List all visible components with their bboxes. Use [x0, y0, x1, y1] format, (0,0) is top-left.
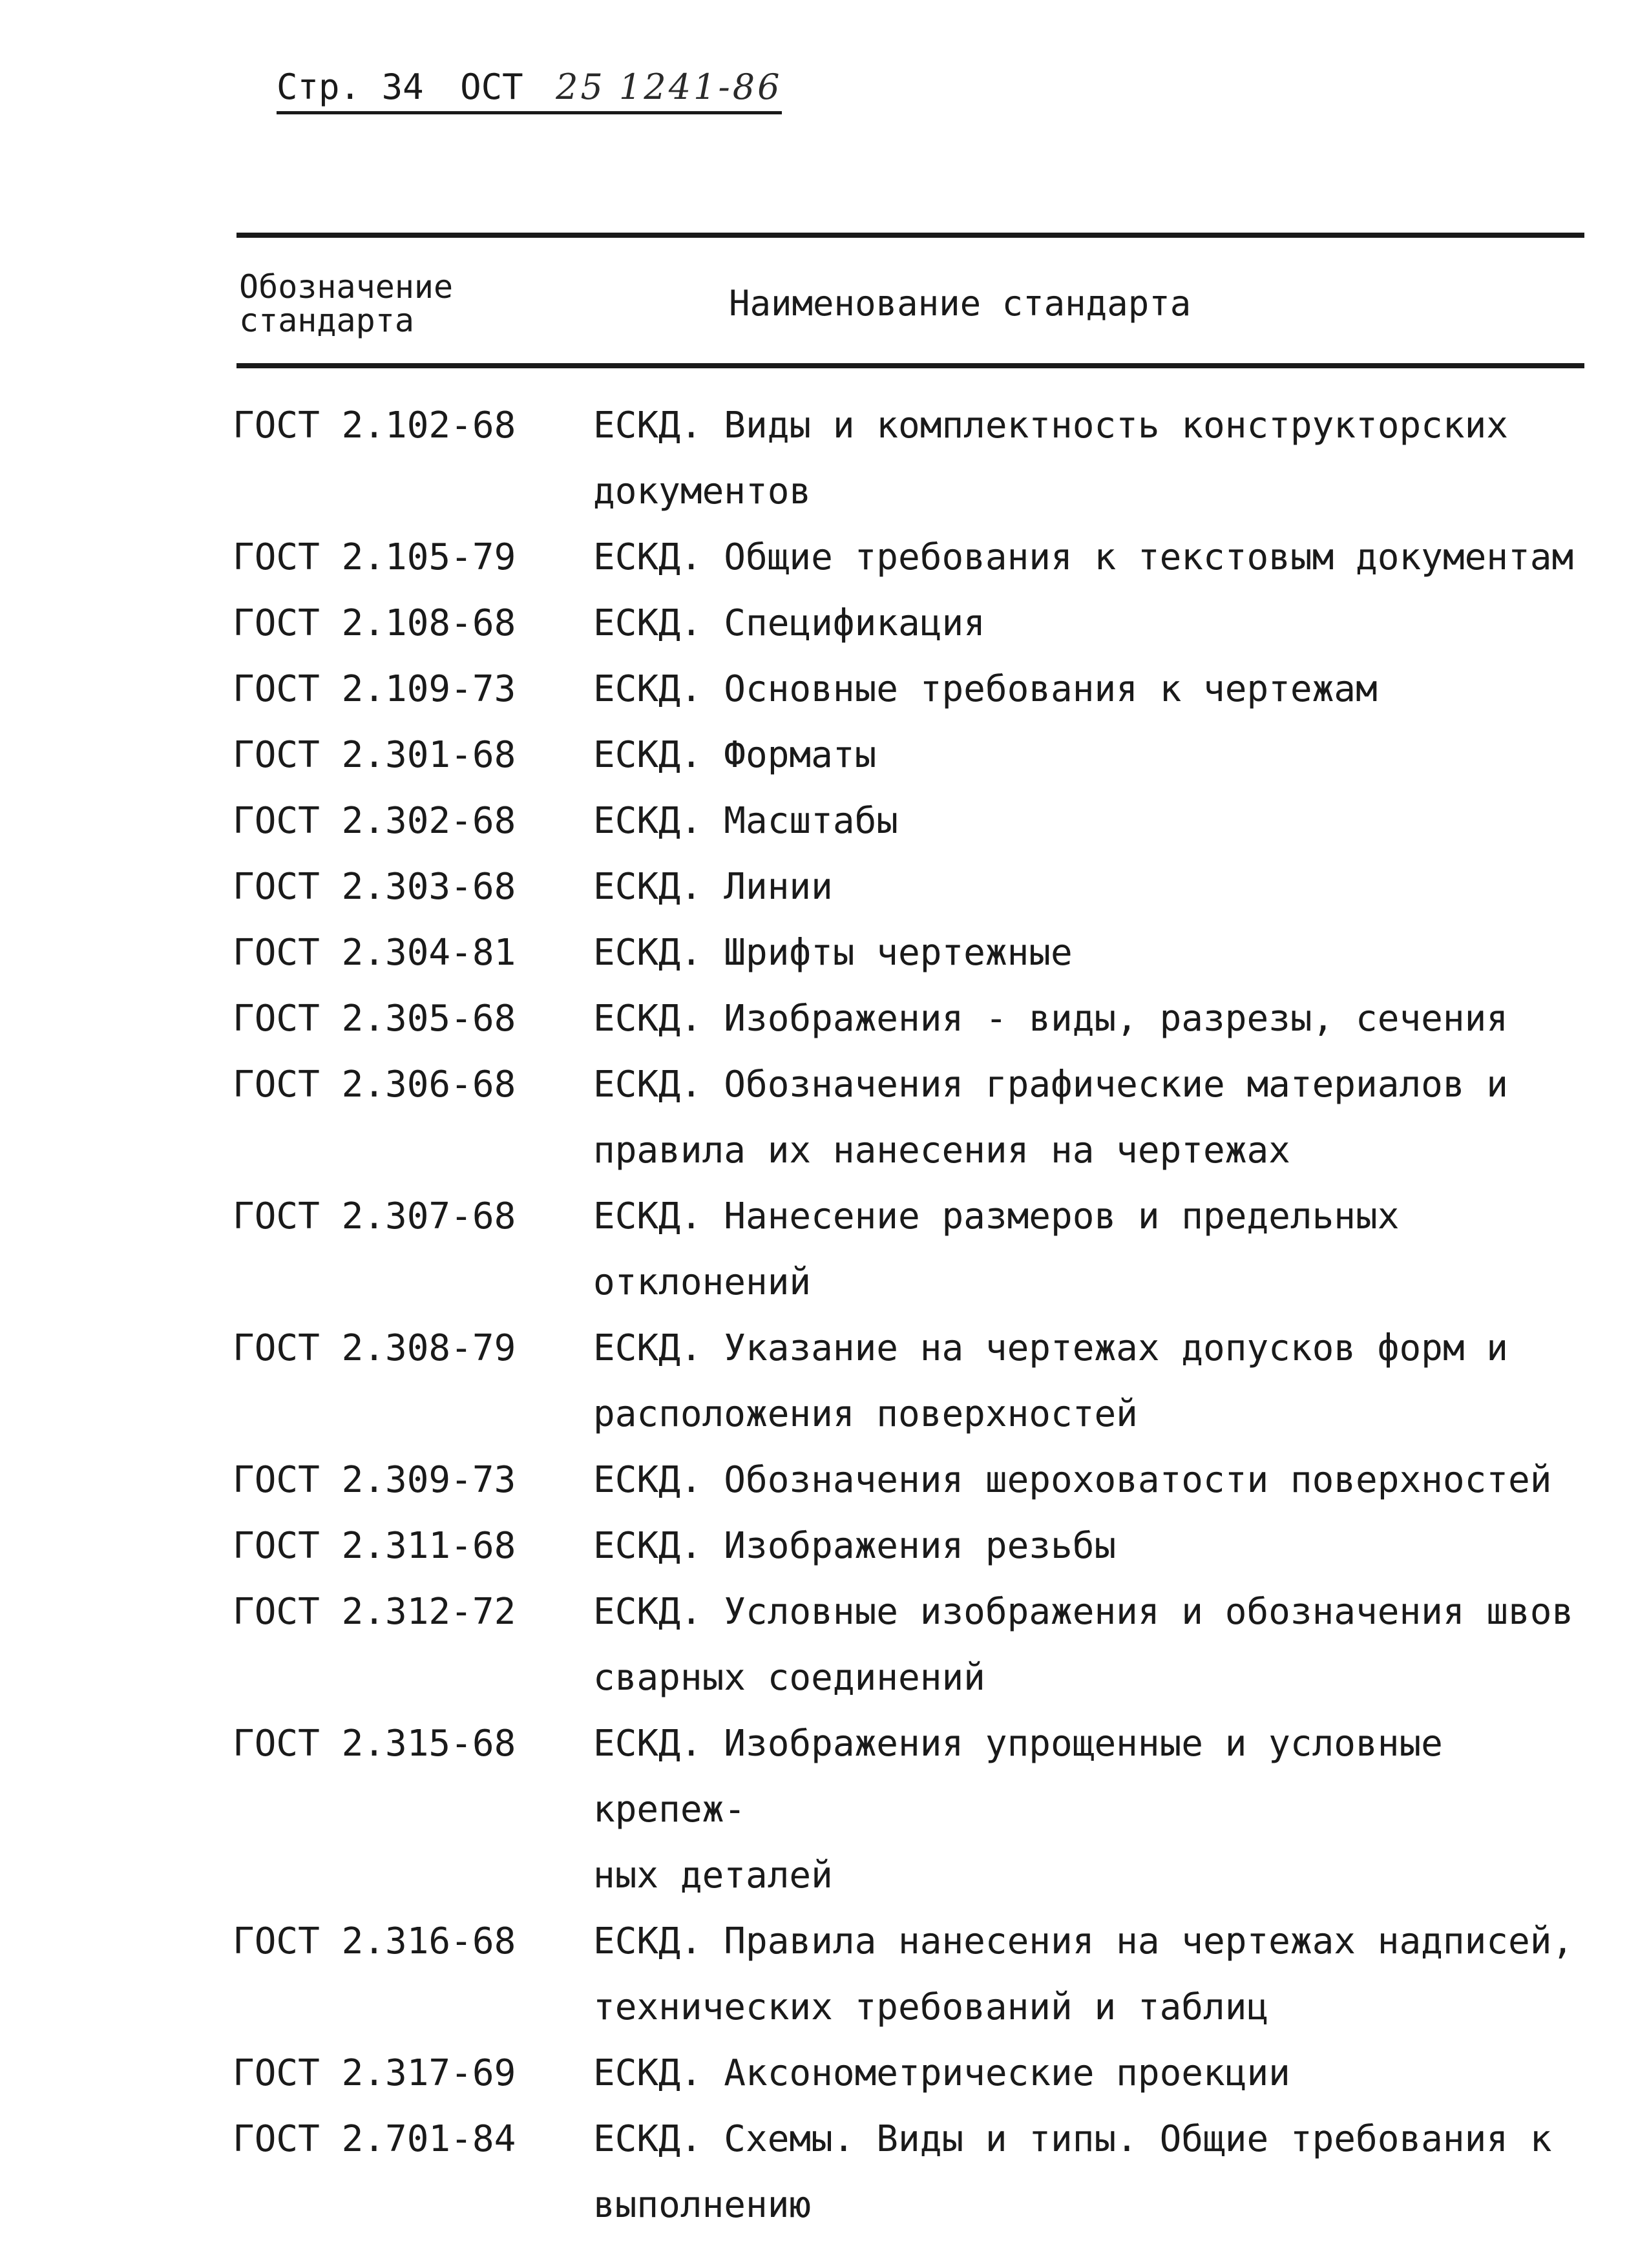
standard-code: ГОСТ 2.301-68: [233, 734, 516, 776]
table-row: [233, 1316, 1602, 1447]
standard-code: ГОСТ 2.105-79: [233, 536, 516, 578]
table-row: [233, 920, 1602, 986]
standard-code: ГОСТ 2.302-68: [233, 800, 516, 842]
standard-code: ГОСТ 2.304-81: [233, 932, 516, 974]
standard-code: ГОСТ 2.307-68: [233, 1195, 516, 1237]
standard-name: ЕСКД. Линии: [593, 866, 833, 908]
table-row: [233, 1052, 1602, 1184]
table-row: [233, 2106, 1602, 2238]
table-row: [233, 788, 1602, 854]
standard-code: ГОСТ 2.306-68: [233, 1064, 516, 1106]
column-header-designation: Обозначение стандарта: [239, 268, 454, 339]
table-row: [233, 986, 1602, 1052]
table-row: [233, 656, 1602, 722]
doc-prefix: ОСТ: [460, 67, 523, 107]
standard-code: ГОСТ 2.108-68: [233, 602, 516, 644]
standard-code: ГОСТ 2.317-69: [233, 2052, 516, 2094]
page-header: [277, 65, 782, 114]
page-number: 34: [381, 67, 424, 107]
standard-code: ГОСТ 2.305-68: [233, 998, 516, 1040]
table-row: [233, 1184, 1602, 1316]
standard-name: ЕСКД. Правила нанесения на чертежах надписей, технических требований и таблиц: [593, 1920, 1574, 2028]
standard-name: ЕСКД. Виды и комплектность конструкторских документов: [593, 404, 1509, 512]
standard-name: ЕСКД. Спецификация: [593, 602, 985, 644]
table-top-rule: [236, 233, 1584, 238]
table-row: [233, 393, 1602, 525]
standard-name: ЕСКД. Нанесение размеров и предельных отклонений: [593, 1195, 1400, 1303]
standard-name: ЕСКД. Указание на чертежах допусков форм и расположения поверхностей: [593, 1327, 1509, 1435]
table-header-rule: [236, 363, 1584, 368]
standard-name: ЕСКД. Общие требования к текстовым документам: [593, 536, 1574, 578]
standards-table: [233, 393, 1602, 2238]
standard-name: ЕСКД. Масштабы: [593, 800, 899, 842]
standard-code: ГОСТ 2.312-72: [233, 1591, 516, 1633]
standard-code: ГОСТ 2.311-68: [233, 1525, 516, 1567]
standard-code: ГОСТ 2.309-73: [233, 1459, 516, 1501]
standard-name: ЕСКД. Условные изображения и обозначения швов сварных соединений: [593, 1591, 1574, 1699]
page-label: Стр.: [277, 67, 361, 107]
table-row: [233, 2041, 1602, 2106]
standard-name: ЕСКД. Основные требования к чертежам: [593, 668, 1378, 710]
table-row: [233, 1579, 1602, 1711]
standard-code: ГОСТ 2.308-79: [233, 1327, 516, 1369]
table-row: [233, 854, 1602, 920]
table-row: [233, 1909, 1602, 2041]
standard-code: ГОСТ 2.303-68: [233, 866, 516, 908]
standard-code: ГОСТ 2.701-84: [233, 2118, 516, 2160]
standard-name: ЕСКД. Изображения резьбы: [593, 1525, 1117, 1567]
standard-name: ЕСКД. Схемы. Виды и типы. Общие требования к выполнению: [593, 2118, 1552, 2226]
standard-code: ГОСТ 2.316-68: [233, 1920, 516, 1962]
table-row: [233, 1447, 1602, 1513]
standard-code: ГОСТ 2.102-68: [233, 404, 516, 446]
column-header-name: Наименование стандарта: [729, 283, 1192, 324]
standard-name: ЕСКД. Аксонометрические проекции: [593, 2052, 1290, 2094]
standard-code: ГОСТ 2.109-73: [233, 668, 516, 710]
standard-name: ЕСКД. Форматы: [593, 734, 877, 776]
standard-name: ЕСКД. Обозначения графические материалов и правила их нанесения на чертежах: [593, 1064, 1509, 1171]
table-row: [233, 722, 1602, 788]
table-row: [233, 1711, 1602, 1909]
table-row: [233, 525, 1602, 591]
table-row: [233, 1513, 1602, 1579]
standard-code: ГОСТ 2.315-68: [233, 1723, 516, 1765]
standard-name: ЕСКД. Изображения упрощенные и условные крепеж- ных деталей: [593, 1723, 1443, 1896]
standard-name: ЕСКД. Шрифты чертежные: [593, 932, 1073, 974]
standard-name: ЕСКД. Изображения - виды, разрезы, сечения: [593, 998, 1509, 1040]
standard-name: ЕСКД. Обозначения шероховатости поверхностей: [593, 1459, 1552, 1501]
table-row: [233, 591, 1602, 656]
doc-number: 25 1241-86: [556, 67, 782, 107]
